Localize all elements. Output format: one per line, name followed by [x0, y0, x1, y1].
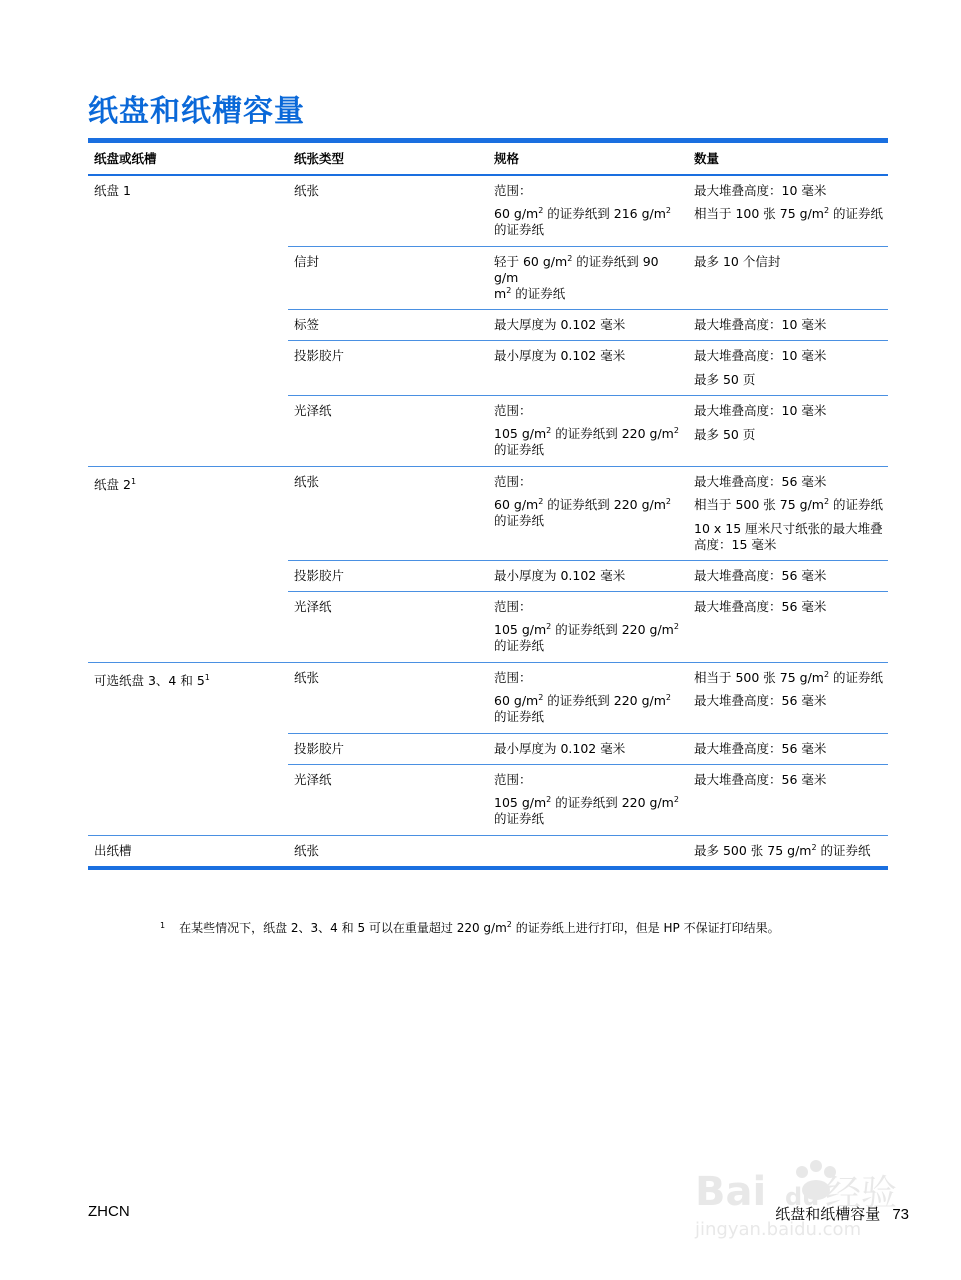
table-row — [288, 836, 888, 866]
table-row — [288, 734, 888, 765]
quantity: 最大堆叠高度：10 毫米 — [694, 403, 827, 418]
spec-range: 范围： — [494, 403, 532, 418]
spec-weight: 105 $g/m^2$ 的证券纸到 220 $g/m^2$ 的证券纸 — [494, 622, 679, 653]
tray345-group — [88, 663, 888, 836]
table-row — [288, 247, 888, 310]
tray2-group — [88, 467, 888, 663]
paper-type: 纸张 — [294, 670, 320, 685]
baidu-watermark-icon — [690, 1150, 920, 1240]
spec: 轻于 60 $g/m^2$ 的证券纸到 90 g/m $m^2$ 的证券纸 — [494, 254, 659, 301]
page-number: 73 — [892, 1206, 909, 1223]
quantity: 最大堆叠高度：10 毫米 — [694, 348, 827, 363]
paper-type: 投影胶片 — [294, 741, 345, 756]
quantity: 10 x 15 厘米尺寸纸张的最大堆叠高度：15 毫米 — [694, 521, 883, 552]
footnote-mark: 1 — [130, 477, 137, 486]
table-row — [288, 561, 888, 592]
quantity: 最大堆叠高度：10 毫米 — [694, 317, 827, 332]
svg-text:Bai: Bai — [695, 1169, 767, 1215]
quantity: 最大堆叠高度：56 毫米 — [694, 693, 827, 708]
spec: 最小厚度为 0.102 毫米 — [494, 741, 626, 756]
table-row — [288, 341, 888, 396]
tray-capacity-table — [88, 138, 888, 870]
header-paper-type: 纸张类型 — [294, 151, 345, 166]
spec-weight: 60 $g/m^2$ 的证券纸到 220 $g/m^2$ 的证券纸 — [494, 497, 671, 528]
paper-type: 标签 — [294, 317, 320, 332]
paper-type: 光泽纸 — [294, 599, 332, 614]
header-spec: 规格 — [494, 151, 520, 166]
header-tray: 纸盘或纸槽 — [94, 151, 157, 166]
spec: 最小厚度为 0.102 毫米 — [494, 348, 626, 363]
footer-title: 纸盘和纸槽容量 — [775, 1205, 881, 1223]
output-bin-group — [88, 836, 888, 866]
quantity: 相当于 500 张 75 $g/m^2$ 的证券纸 — [694, 670, 884, 685]
table-row — [288, 396, 888, 466]
paper-type: 纸张 — [294, 843, 320, 858]
quantity: 最大堆叠高度：56 毫米 — [694, 599, 827, 614]
svg-text:jingyan.baidu.com: jingyan.baidu.com — [695, 1219, 862, 1240]
table-row — [288, 176, 888, 247]
header-quantity: 数量 — [694, 151, 720, 166]
spec-range: 范围： — [494, 772, 532, 787]
table-row — [288, 765, 888, 835]
footer-locale: ZHCN — [88, 1203, 130, 1220]
paper-type: 投影胶片 — [294, 348, 345, 363]
spec-weight: 105 $g/m^2$ 的证券纸到 220 $g/m^2$ 的证券纸 — [494, 426, 679, 457]
quantity: 相当于 500 张 75 $g/m^2$ 的证券纸 — [694, 497, 884, 512]
spec-range: 范围： — [494, 599, 532, 614]
paper-type: 信封 — [294, 254, 320, 269]
paper-type: 光泽纸 — [294, 403, 332, 418]
spec-range: 范围： — [494, 183, 532, 198]
quantity: 最大堆叠高度：56 毫米 — [694, 568, 827, 583]
table-header-row — [88, 143, 888, 176]
svg-text:经验: 经验 — [825, 1173, 898, 1214]
svg-text:du: du — [785, 1183, 820, 1211]
spec-range: 范围： — [494, 474, 532, 489]
spec: 最小厚度为 0.102 毫米 — [494, 568, 626, 583]
paper-type: 光泽纸 — [294, 772, 332, 787]
table-row — [288, 310, 888, 341]
spec: 最大厚度为 0.102 毫米 — [494, 317, 626, 332]
quantity: 最多 50 页 — [694, 427, 756, 442]
table-row — [288, 467, 888, 561]
spec-range: 范围： — [494, 670, 532, 685]
quantity: 最多 500 张 75 $g/m^2$ 的证券纸 — [694, 843, 871, 858]
tray1-group — [88, 176, 888, 467]
paper-type: 投影胶片 — [294, 568, 345, 583]
quantity: 最大堆叠高度：56 毫米 — [694, 474, 827, 489]
spec-weight: 105 $g/m^2$ 的证券纸到 220 $g/m^2$ 的证券纸 — [494, 795, 679, 826]
quantity: 最多 10 个信封 — [694, 254, 781, 269]
paper-type: 纸张 — [294, 474, 320, 489]
spec-weight: 60 $g/m^2$ 的证券纸到 220 $g/m^2$ 的证券纸 — [494, 693, 671, 724]
tray1-name: 纸盘 1 — [94, 183, 131, 198]
quantity: 最大堆叠高度：56 毫米 — [694, 741, 827, 756]
footnote-number: 1 — [160, 921, 166, 930]
quantity: 相当于 100 张 75 $g/m^2$ 的证券纸 — [694, 206, 884, 221]
footnote-mark: 1 — [204, 673, 210, 682]
tray345-name: 可选纸盘 3、4 和 5$^1$ — [94, 673, 210, 688]
output-bin-name: 出纸槽 — [94, 843, 132, 858]
table-row — [288, 592, 888, 662]
table-row — [288, 663, 888, 734]
footnote: $^1$ 在某些情况下，纸盘 2、3、4 和 5 可以在重量超过 220 $g/m^2$ 的证券纸上进行打印，但是 HP 不保证打印结果。 — [160, 920, 780, 935]
paper-type: 纸张 — [294, 183, 320, 198]
quantity: 最大堆叠高度：10 毫米 — [694, 183, 827, 198]
tray2-name: 纸盘 2$^1$ — [94, 477, 137, 492]
quantity: 最多 50 页 — [694, 372, 756, 387]
spec-weight: 60 $g/m^2$ 的证券纸到 216 $g/m^2$ 的证券纸 — [494, 206, 671, 237]
quantity: 最大堆叠高度：56 毫米 — [694, 772, 827, 787]
page-title: 纸盘和纸槽容量 — [88, 94, 305, 129]
